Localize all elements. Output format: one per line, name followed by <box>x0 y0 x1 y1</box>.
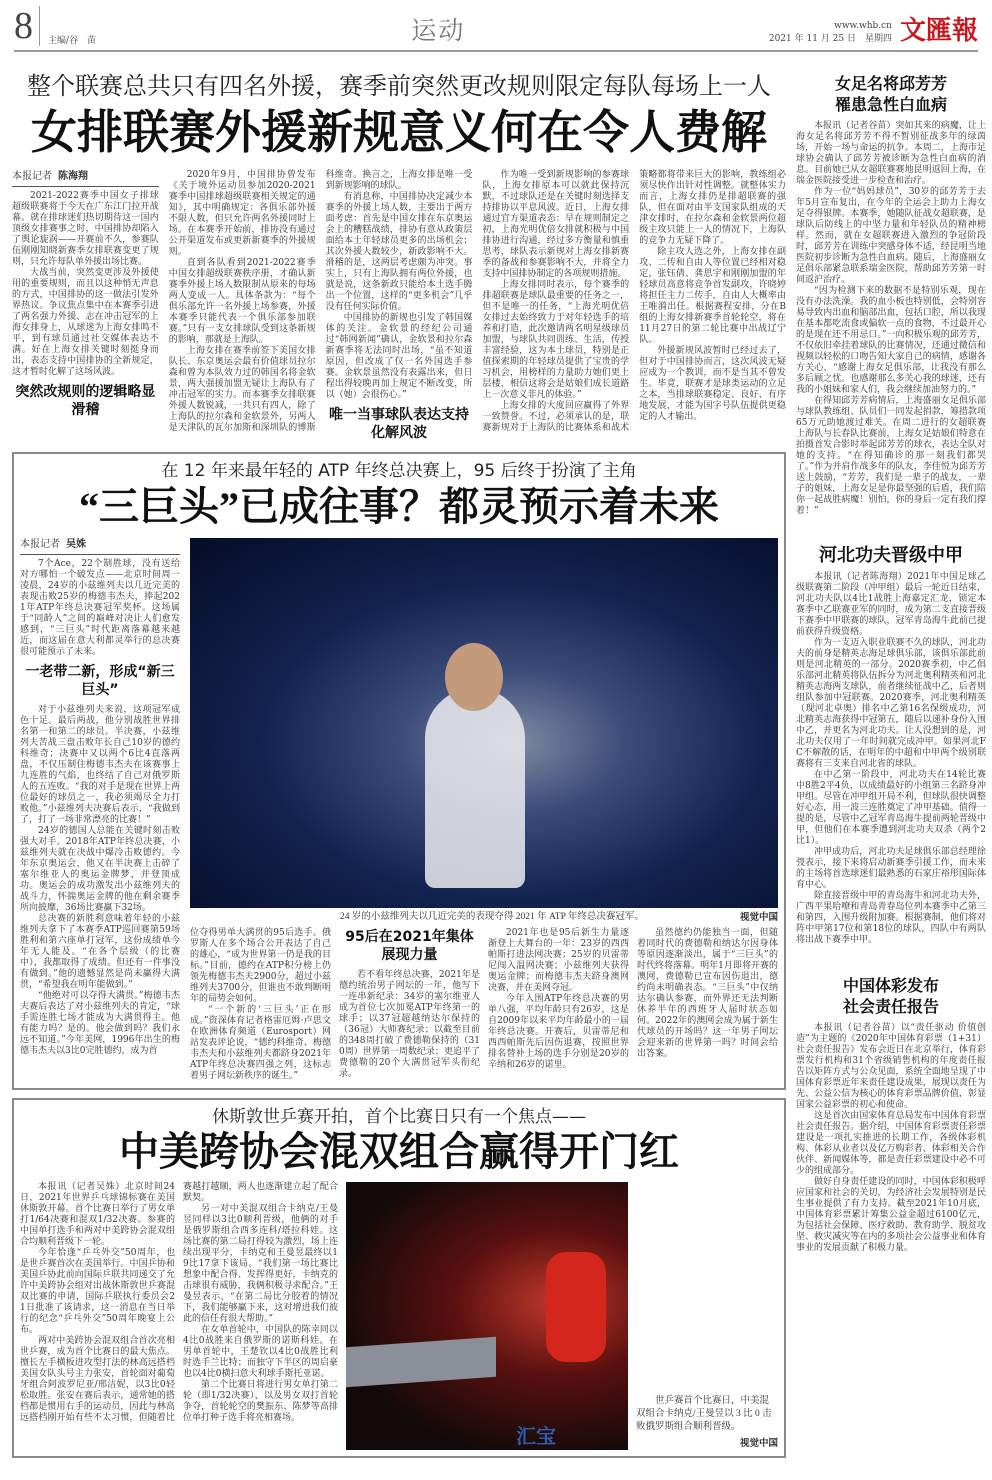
paragraph: 除主攻人选之外，上海女排在副攻、二传和自由人等位置已经相对稳定，张钰倩、龚思宇和刚刚加盟的年轻球员高意将竞争首发副攻，许晓婷将担任主力二传手，自由人大概率由王唯漪出任。根据赛程安排，分在B组的上海女排新赛季首轮轮空，将在11月27日的第二轮比赛中出战辽宁队。 <box>639 247 786 345</box>
byline-name: 陈海翔 <box>58 171 88 182</box>
paragraph: 在得知邱芳芳病情后，上海盛丽女足俱乐部与球队教练组、队员们一同发起捐款，筹措款项65万元助她渡过难关。在周二进行的女超联赛上海队与长春队比赛前，上海女足姑娘们特意在拍摄首发合影时举起邱芳芳的球衣，表达全队对她的支持。“在得知确诊的那一刻我们都哭了。”作为并肩作战多年的队友，李佳悦为邱芳芳送上鼓励，“芳芳，我们是一辈子的战友，一辈子的姐妹，上海女足是你最坚强的后盾，我们陪你一起战胜病魔！别怕，你的身后一定有我们撑着！” <box>796 396 986 516</box>
paragraph: 今年入围ATP年终总决赛的男单八强，平均年龄只有26岁，这是自2009年以来平均年龄最小的一届年终总决赛。开赛后，贝雷蒂尼和西西帕斯先后因伤退赛，按照世界排名替补上场的选手分别是20岁的辛纳和26岁的诺里。 <box>488 994 629 1070</box>
sidebar-title <box>796 74 986 116</box>
newspaper-logo: 文匯報 <box>899 16 978 46</box>
paragraph: 今年恰逢“乒乓外交”50周年，也是世乒赛首次在美国举行。中国乒协和美国乒协此前向国际乒联共同递交了允许中美跨协会组对出战休斯敦世乒赛混双比赛的申请，国际乒联执行委员会21日批准了该请求，这一消息在当日举行的纪念“乒乓外交”50周年晚宴上公布。 <box>20 1248 175 1335</box>
paragraph: 作为唯一受到新规影响的参赛球队，上海女排原本可以就此保持沉默，不过球队还是在关键时刻选择支持排协以平息风波。近日，上海女排通过官方渠道表态：早在规则制定之初，上海光明优倍女排就积极与中国排协进行沟通，经过多方衡量和慎重思考，球队表示新规对上海女排新赛季的备战和参赛影响不大，并将全力支持中国排协制定的各项规则措施。 <box>482 170 630 279</box>
paragraph: 2020年9月，中国排协曾发布《关于境外运动员参加2020-2021赛季中国排球超级联赛相关规定的通知》，其中明确规定：各俱乐部外援不限人数，但只允许两名外援同时上场。在本赛季开始前，排协没有通过公开渠道发布或更新新赛季的外援规则。 <box>168 170 316 257</box>
tabletennis-article-box <box>12 1098 786 1458</box>
table-net <box>346 1337 496 1387</box>
tabletennis-photo-credit: 视觉中国 <box>739 1438 778 1449</box>
paragraph: “他绝对可以夺得大满贯。”梅德韦杰夫赛后表达了对小兹维列夫的肯定，“球手需连胜七场才能成为大满贯得主。他有能力吗？是的。他会做到吗？我们永远不知道。”今年美网，1996年出生的梅德韦杰夫以3比0完胜德约，成为首 <box>20 991 180 1056</box>
byline-name: 吴姝 <box>66 539 86 550</box>
volleyball-body <box>12 170 786 442</box>
paragraph: 做好自身责任建设的同时，中国体彩积极呼应国家和社会的关切，为经济社会发展特别是民生事业提供了有力支持。截至2021年10月底，中国体育彩票累计筹集公益金超过6100亿元，为包括社会保障、医疗救助、教育助学、脱贫攻坚、救灾减灾等在内的多项社会公益事业和体育事业的发展贡献了积极力量。 <box>796 1177 986 1253</box>
player-head <box>445 643 503 711</box>
byline-label: 本报记者 <box>20 539 60 550</box>
main-column <box>12 52 786 1458</box>
page-main <box>0 52 992 1458</box>
tennis-subtitle: 在 12 年来最年轻的 ATP 年终总决赛上，95 后终于扮演了主角 <box>161 461 637 481</box>
section-subheading: 95后在2021年集体展现力量 <box>345 929 474 963</box>
tennis-caption-row <box>190 911 778 924</box>
tennis-right-part <box>190 538 778 1082</box>
tennis-lower-body <box>190 928 778 1082</box>
byline-label: 本报记者 <box>12 171 52 182</box>
paragraph: 作为一支迈入职业联赛不久的球队，河北功夫的前身是精英志海足球俱乐部，该俱乐部此前则是河北精英的一部分。2020赛季初，中乙俱乐部河北精英将队伍拆分为河北奥利精英和河北精英志海两支球队，前者继续征战中乙，后者则组队参加中冠联赛。2020赛季，河北奥利精英（现河北卓奥）排名中乙第16名保级成功，河北精英志海获得中冠第五，随后以递补身份入围中乙，并更名为河北功夫。让人没想到的是，河北功夫仅用了一年时间就完成冲甲。如果河北FC不解散的话，在明年的中超和中甲两个级别联赛将有三支来自河北省的球队。 <box>796 638 986 769</box>
paragraph: 上海女排同时表示，每个赛季的排超联赛是球队最重要的任务之一，但不是唯一的任务，“上海光明优倍女排过去始终致力于对年轻选手的培养和打造，此次邀请两名明星级球员加盟，与球队共同训练、生活，传授丰富经验，这为本土球员，特别是正值探索期的年轻球员提供了宝贵的学习机会，用榜样的力量助力她们更上层楼，相信这将会是姑娘们成长道路上一次意义非凡的体验。” <box>482 280 630 400</box>
paragraph: 直到各队看到2021-2022赛季中国女排超级联赛秩序册，才确认新赛季外援上场人数限制从原来的每场两人变成一人。具体条款为：“每个俱乐部允许一名外援上场参赛，外援本赛季只能代表一个俱乐部参加联赛。”只有一支女排球队受到这条新规的影响，那就是上海队。 <box>168 258 316 345</box>
issue-date: 2021 年 11 月 25 日 星期四 <box>768 34 892 44</box>
sidebar-title: 河北功夫晋级中甲 <box>819 545 963 565</box>
volleyball-subtitle: 整个联赛总共只有四名外援，赛季前突然更改规则限定每队每场上一人 <box>27 74 771 100</box>
tabletennis-body <box>20 1182 338 1450</box>
paragraph: 虽然德约仍能独当一面，但随着同时代的费德勒和纳达尔因身体等原因逐渐淡出，属于“三巨头”的时代终将落幕。明年1月即将开赛的澳网，费德勒已宣布因伤退出，德约尚未明确表态。“三巨头”中仅纳达尔确认参赛，而外界还无法判断休养半年的西班牙人届时状态如何。2022年的澳网会成为属于新生代球员的开场吗？这一年男子网坛会迎来新的世界第一吗？时间会给出答案。 <box>637 928 778 1059</box>
paragraph: 作为一位“妈妈球员”，30岁的邱芳芳于去年5月宣布复出，在今年的全运会上助力上海女足夺得银牌。本赛季，她随队征战女超联赛，是球队后防线上的中坚力量和年轻队员的精神榜样。然而，就在女超联赛进入激烈的争冠阶段时，邱芳芳在训练中突感身体不适，经昆明当地医院初步诊断为急性白血病。随后，上海盛丽女足俱乐部紧急联系瑞金医院，帮助邱芳芳第一时间返沪治疗。 <box>796 187 986 285</box>
section-title: 运动 <box>411 17 466 45</box>
page-header <box>14 0 978 52</box>
tennis-article-box <box>12 452 786 1090</box>
paragraph: 在中乙第一阶段中，河北功夫在14轮比赛中8胜2平4负，以成绩最好的小组第三名跻身冲甲组。尽管在冲甲组开局不利，但球队很快调整好心态，用一波三连胜奠定了冲甲基础。值得一提的是，尽管中乙冠军青岛海牛提前两轮晋级中甲，但他们在本赛季遭到河北功夫双杀（两个2比1）。 <box>796 770 986 846</box>
paragraph: 在女单首轮中，中国队的陈幸同以4比0战胜来自俄罗斯的诺斯科娃。在男单首轮中，王楚钦以4比0战胜比利时选手兰比特；而独守下半区的周启豪也以4比0横扫意大利球手斯托亚诺。 <box>183 1325 338 1379</box>
paragraph: 7个Ace，22个制胜球，没有送给对方哪怕一个破发点——北京时间周一凌晨，24岁的小兹维列夫以几近完美的表现击败25岁的梅德韦杰夫，捧起2021年ATP年终总决赛冠军奖杯。这场属于“同龄人”之间的巅峰对决让人们愈发感到，“三巨头”时代距离落幕越来越近，而这届在意大利都灵举行的总决赛很可能预示了未来。 <box>20 559 180 657</box>
paragraph: “因为检测下来的数据不是特别乐观，现在没有办法洗澡。我的血小板也特别低，会特别容易导致内出血和脑部出血，包括口腔，所以我现在基本都吃流食或偏软一点的食物，不过最开心的是现在还不用忌口。”一向积极乐观的邱芳芳，不仅依旧牵挂着球队的比赛情况，还通过微信和视频以轻松的口吻告知大家自己的病情，感谢各方关心，“感谢上海女足俱乐部，让我没有那么多后顾之忧。也感谢那么多关心我的球迷，还有我的小姐妹和家人们，我会继续加油努力的。” <box>796 286 986 395</box>
title-line: 社会责任报告 <box>842 999 939 1016</box>
tabletennis-headline: 中美跨协会混双组合赢得开门红 <box>119 1129 679 1174</box>
paragraph: 有消息称，中国排协决定减少本赛季的外援上场人数，主要出于两方面考虑：首先是中国女排在东京奥运会上的糟糕战绩，排协有意从政策层面给本土年轻球员更多的出场机会；其次外援人数较少，新政影响不大。滑稽的是，这两层考虑颇为冲突。事实上，只有上海队拥有两位外援，也就是说，这条新政只能给本土选手腾出一个位置，这样的“更多机会”几乎没有任何实际价值。 <box>325 192 473 312</box>
paragraph: 上海女排的大度回应赢得了外界一致赞誉。不过，必须承认的是，联赛新规对于上海队的比赛体系和战术策略都将带来巨大的影响，教练组必须尽快作出针对性调整。就整体实力而言，上海女排仍是排超联赛的强队，但在面对由半支国家队组成的天津女排时，在拉尔森和金软景两位超级主攻只能上一人的情况下，上海队的竞争力无疑下降了。 <box>482 170 786 433</box>
sidebar-qiu <box>796 52 986 517</box>
paragraph: 对于小兹维列夫来说，这项冠军成色十足。最后两战，他分别战胜世界排名第一和第二的球员。半决赛，小兹维列夫苦战三盘击败年长自己10岁的德约科维奇；决赛中又以两个6比4直落两盘，不仅压制住梅德韦杰夫在该赛事上九连胜的气焰，也终结了自己对俄罗斯人的五连败。“我的对手是现在世界上两位最好的球员之一，我必须竭尽全力打败他。”小兹维列夫决赛后表示，“我做到了，打了一场非常漂亮的比赛！” <box>20 705 180 825</box>
paragraph: 两对中美跨协会混双组合首次亮相世乒赛，成为首个比赛日的最大焦点。擅长左手横板进攻型打法的林高远搭档美国女队头号主力张安，首轮面对葡萄牙组合阿波罗尼亚/邢洁妮，以3比0轻松取胜。张安在赛后表示，通常她的搭档都是惯用右手的运动员，因此与林高远搭档刚开始有些不太习惯，但随着比赛越打越顺，两人也逐渐建立起了配合默契。 <box>20 1182 338 1423</box>
paragraph: 中国排协的新规也引发了韩国媒体的关注。金软景的经纪公司通过“韩网新闻”确认，金软景和拉尔森新赛季将无法同时出场，“虽不知道原因，但改成了仅一名外国选手参赛。金软景虽然没有表露出来，但日程出得较晚再加上规定不断改变，所以（她）会很伤心。” <box>325 313 473 400</box>
paragraph: 本报讯（记者吴姝）北京时间24日，2021年世界乒乓球锦标赛在美国休斯敦开幕。首个比赛日举行了男女单打1/64决赛和混双1/32决赛。参赛的中国单打选手和两对中美跨协会混双组合均顺利晋级下一轮。 <box>20 1182 175 1247</box>
paragraph: 除直接晋级中甲的青岛海牛和河北功夫外，广西平果哈嘹和青岛青春岛位列本赛季中乙第三和第四，入围升级附加赛。根据赛制，他们将对阵中甲第17位和第18位的球队，四队中有两队将出战下赛季中甲。 <box>796 891 986 945</box>
paragraph: 另一对中美混双组合卡纳克/王曼昱同样以3比0顺利晋级，他俩的对手是俄罗斯组合西多连科/塔拉科娃。这场比赛的第二局打得较为激烈，场上连续出现平分，卡纳克和王曼昱最终以19比17拿下该局。“我们第一场比赛比想象中配合得、发挥得更好，卡纳克的击球很有威胁，我俩积极寻求配合。”王曼昱表示，“在第二局比分胶着的情况下，我们能够赢下来，这对增进我们彼此的信任有很大帮助。” <box>183 1204 338 1324</box>
section-subheading: 一老带二新，形成“新三巨头” <box>25 664 175 698</box>
paragraph: 2021年也是95后新生力量逐渐登上大舞台的一年：23岁的西西帕斯打进法网决赛；25岁的贝雷蒂尼闯入温网决赛；小兹维列夫获得奥运金牌；而梅德韦杰夫跻身澳网决赛，并在美网夺冠。 <box>488 928 629 993</box>
page-number: 8 <box>14 6 40 46</box>
section-subheading: 突然改规则的逻辑略显滑稽 <box>15 384 156 418</box>
paragraph: 第二个比赛日将进行男女单打第二轮（即1/32决赛），以及男女双打首轮争夺，首轮轮空的樊振东、陈梦等高排位单打种子选手将亮相赛场。 <box>183 1380 338 1423</box>
title-line: 中国体彩发布 <box>842 978 939 995</box>
sidebar-body <box>796 572 986 946</box>
paragraph: 24岁的德国人总能在关键时刻击败强大对手。2018年ATP年终总决赛，小兹维列夫就在决战中爆冷击败德约。今年东京奥运会，他又在半决赛上击碎了塞尔维亚人的奥运金牌梦，并登顶成功。奥运会的成功激发出小兹维列夫的战斗力，怀揣奥运金牌的他在剩余赛季所向披靡，36场比赛赢下32场。 <box>20 826 180 913</box>
sidebar-lottery <box>796 976 986 1254</box>
site-url[interactable]: www.whb.cn <box>834 21 892 31</box>
player-figure <box>425 688 525 888</box>
tennis-photo <box>190 538 778 908</box>
tennis-headline: “三巨头”已成往事？都灵预示着未来 <box>79 484 719 529</box>
tennis-photo-credit: 视觉中国 <box>739 912 778 923</box>
title-line: 女足名将邱芳芳 <box>834 76 947 93</box>
paragraph: 2021-2022赛季中国女子排球超级联赛将于今天在广东江门拉开战幕。就在排球迷们热切期待这一国内顶级女排赛事之时，中国排协却陷入了舆论旋涡——开赛前不久，参赛队伍刚刚知晓新赛季女排联赛变更了规则，只允许每队单外援出场比赛。 <box>12 191 159 267</box>
tennis-left-column <box>20 538 180 1082</box>
paragraph: 若不看年终总决赛，2021年是德约统治男子网坛的一年，他写下一连串新纪录：34岁的塞尔维亚人成为首位七次加冕ATP年终第一的球手；以37冠超越纳达尔保持的（36冠）大师赛纪录；以截至目前的348周打破了费德勒保持的（310周）世界第一周数纪录；更追平了费德勒的20个大满贯冠军头衔纪录。 <box>339 970 480 1079</box>
paragraph: 外援新规风波暂时已经过去了，但对于中国排协而言，这次风波无疑应成为一个教训，而不是当其不曾发生。毕竟，联赛才是球类运动的立足之本，当排球联赛稳定、良好、有序地发展，才能为国字号队伍提供更稳定的人才输出。 <box>639 346 786 422</box>
paragraph: “一个新的‘三巨头’正在形成。”资深体育记者格雷厄姆·卢思文在欧洲体育频道（Eurosport）网站发表评论说，“德约科维奇、梅德韦杰夫和小兹维列夫都跻身2021年ATP年终总决赛四强之列，这标志着男子网坛新秩序的诞生。” <box>190 1005 331 1081</box>
paragraph: 上海女排在赛季前签下美国女排队长、东京奥运会最有价值球员拉尔森和曾为本队效力过的韩国名将金软景，两大强援加盟无疑让上海队有了冲击冠军的实力。而本赛季女排联赛外援人数锐减，一共只有四人，除了上海队的拉尔森和金软景外，另两人是天津队的瓦尔加斯和深圳队的博斯科维奇。换言之，上海女排是唯一受到新规影响的球队。 <box>168 170 473 433</box>
paragraph: 这是首次由国家体育总局发布中国体育彩票社会责任报告。据介绍，中国体育彩票责任彩票建设是一项扎实推进的长期工作，各级体彩机构、体彩从业者以及亿万购彩者、体彩相关合作伙伴、新闻媒体等，都是责任彩票建设中必不可少的组成部分。 <box>796 1111 986 1176</box>
sidebar <box>796 52 986 1458</box>
sidebar-hebei <box>796 543 986 946</box>
paragraph: 总决赛的新胜利意味着年轻的小兹维列夫拿下了本赛季ATP巡回赛第59场胜利和第六座单打冠军，这份成绩单今年无人能及。“在各个层级（的比赛中），我都取得了成绩。但还有一件事没有做到。”他的遗憾显然是尚未赢得大满贯，“希望我在明年能做到。” <box>20 914 180 990</box>
volleyball-headline: 女排联赛外援新规意义何在令人费解 <box>31 105 767 159</box>
byline <box>12 170 159 187</box>
tennis-content <box>20 538 778 1082</box>
paragraph: 本报讯（记者谷苗）以“责任驱动 价值创造”为主题的《2020年中国体育彩票（1+31）社会责任报告》发布会近日在北京举行，体育彩票发行机构和31个省级销售机构的年度责任报告以矩阵方式与公众见面，系统全面地呈现了中国体育彩票近年来责任建设成果，展现以责任为先、公益公信为核心的体育彩票品牌价值，彰显国家公益彩票的初心和使命。 <box>796 1023 986 1110</box>
sidebar-body <box>796 121 986 517</box>
sidebar-title <box>796 976 986 1018</box>
editor-credit: 主编/谷 苗 <box>48 36 97 46</box>
header-meta <box>769 20 892 46</box>
volleyball-article <box>12 52 786 442</box>
tabletennis-photo <box>346 1182 628 1450</box>
tabletennis-caption-column <box>636 1182 778 1450</box>
sponsor-banner: 汇宝 <box>516 1424 556 1448</box>
title-line: 罹患急性白血病 <box>834 97 947 114</box>
tabletennis-photo-caption: 世乒赛首个比赛日，中美混双组合卡纳克/王曼昱以 3 比 0 击败俄罗斯组合顺利晋级。 <box>636 1396 772 1432</box>
tabletennis-subtitle: 休斯敦世乒赛开拍，首个比赛日只有一个焦点—— <box>212 1107 586 1127</box>
paragraph: 位夺得男单大满贯的95后选手。俄罗斯人在多个场合公开表达了自己的雄心，“成为世界第一仍是我的目标。”目前，德约在ATP积分榜上仍领先梅德韦杰夫2900分，超过小兹维列夫3700分，但谁也不敢判断明年的局势会如何。 <box>190 928 331 1004</box>
byline <box>20 538 180 555</box>
player-red-shirt <box>546 1252 606 1362</box>
paragraph: 本报讯（记者陈海翔）2021年中国足球乙级联赛第二阶段（冲甲组）最后一轮近日结束，河北功夫队以4比1战胜上海嘉定汇龙，锁定本赛季中乙联赛亚军的同时，成为第二支直接晋级下赛季中甲联赛的球队，冠军青岛海牛此前已提前获得升级资格。 <box>796 572 986 637</box>
tabletennis-content <box>20 1182 778 1450</box>
paragraph: 本报讯（记者谷苗）突如其来的病魔，让上海女足名将邱芳芳不得不暂别征战多年的绿茵场，开始一场与命运的抗争。本周二，上海市足球协会确认了邱芳芳被诊断为急性白血病的消息。目前她已从女超联赛赛地昆明返回上海，在瑞金医院接受进一步检查和治疗。 <box>796 121 986 186</box>
paragraph: 冲甲成功后，河北功夫足球俱乐部总经理徐弢表示，接下来将启动新赛季引援工作，而未来的主场将首选球迷们最熟悉的石家庄裕彤国际体育中心。 <box>796 847 986 890</box>
paragraph: 大战当前，突然变更涉及外援使用的重要规则，而且以这种悄无声息的方式，中国排协的这一做法引发外界热议。争议焦点集中在本赛季引进了两名强力外援、志在冲击冠军的上海女排身上，从球迷为上海女排鸣不平，到有球员通过社交媒体表达不满。好在上海女排关键时刻挺身而出，表态支持中国排协的全新规定，这才暂时化解了这场风波。 <box>12 268 159 377</box>
sidebar-body <box>796 1023 986 1254</box>
section-subheading: 唯一当事球队表达支持化解风波 <box>328 407 469 441</box>
tennis-photo-caption: 24 岁的小兹维列夫以几近完美的表现夺得 2021 年 ATP 年终总决赛冠军。 <box>340 912 644 922</box>
